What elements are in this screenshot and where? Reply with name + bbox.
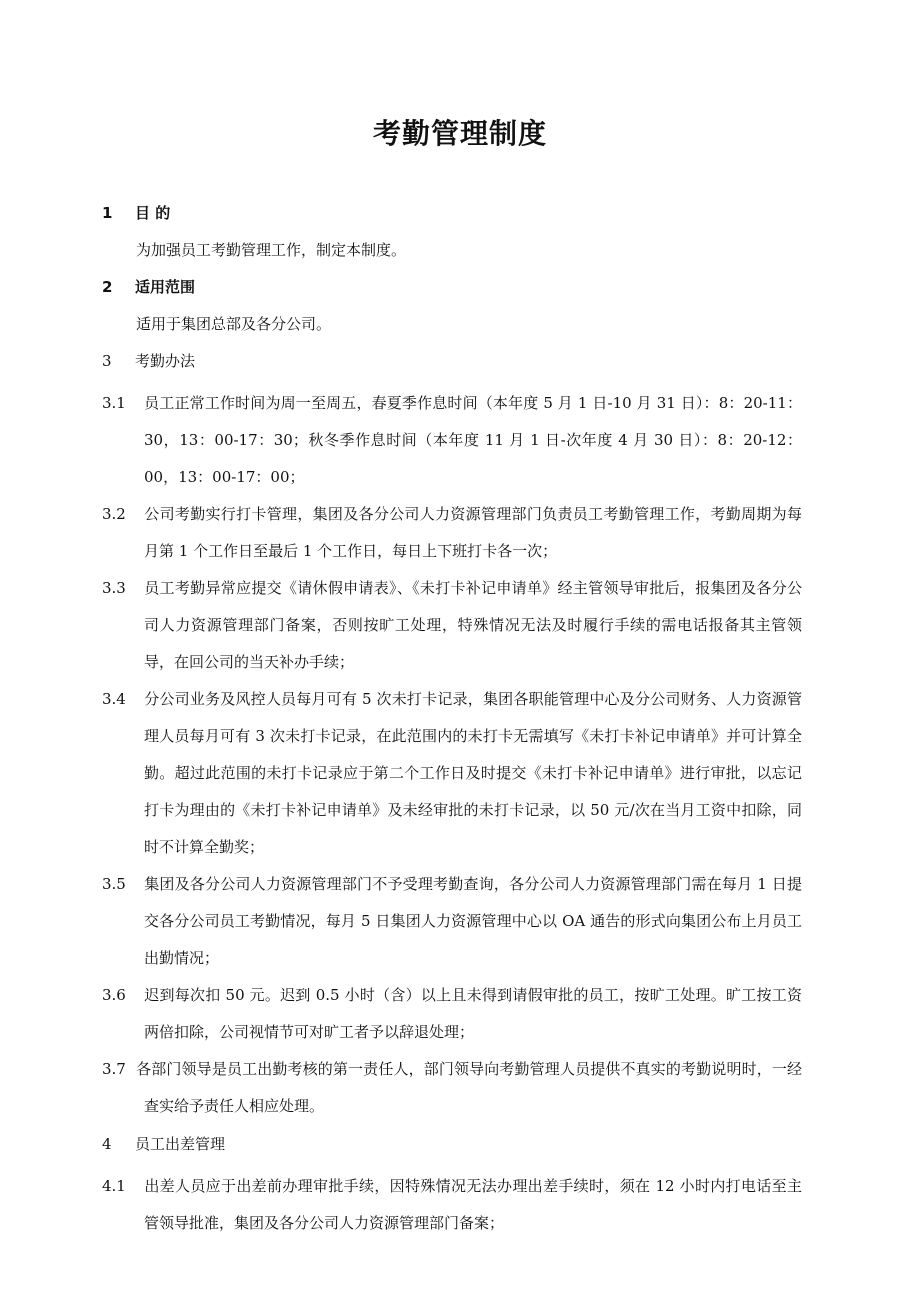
- document-body: [102, 200, 802, 1242]
- section-number: 1: [102, 204, 113, 222]
- clause-text: 出差人员应于出差前办理审批手续，因特殊情况无法办理出差手续时，须在 12 小时内打电话至主管领导批准，集团及各分公司人力资源管理部门备案；: [144, 1177, 802, 1232]
- section-number: 3: [102, 352, 112, 370]
- clause-number: 3.4: [102, 690, 126, 708]
- clause-text: 迟到每次扣 50 元。迟到 0.5 小时（含）以上且未得到请假审批的员工，按旷工处理。旷工按工资两倍扣除，公司视情节可对旷工者予以辞退处理；: [144, 986, 802, 1041]
- clause-number: 3.2: [102, 505, 126, 523]
- clause-text: 各部门领导是员工出勤考核的第一责任人，部门领导向考勤管理人员提供不真实的考勤说明时，一经查实给予责任人相应处理。: [136, 1060, 802, 1115]
- clause-number: 3.7: [102, 1060, 126, 1078]
- section-heading: [102, 200, 802, 226]
- clause-text: 分公司业务及风控人员每月可有 5 次未打卡记录，集团各职能管理中心及分公司财务、人力资源管理人员每月可有 3 次未打卡记录，在此范围内的未打卡无需填写《未打卡补记申请单》并可计算全勤。超过此范围的未打卡记录应于第二个工作日及时提交《未打卡补记申请单》进行审批，以忘记打卡为理由的《未打卡补记申请单》及未经审批的未打卡记录，以 50 元/次在当月工资中扣除，同时不计算全勤奖；: [144, 690, 802, 856]
- clause-number: 3.3: [102, 579, 126, 597]
- clause-text: 公司考勤实行打卡管理，集团及各分公司人力资源管理部门负责员工考勤管理工作，考勤周期为每月第 1 个工作日至最后 1 个工作日，每日上下班打卡各一次；: [144, 505, 802, 560]
- clause: [102, 681, 802, 866]
- section-title: 考勤办法: [135, 352, 196, 370]
- section-number: 4: [102, 1135, 112, 1153]
- section-paragraph: 为加强员工考勤管理工作，制定本制度。: [136, 241, 407, 259]
- clause: [102, 385, 802, 496]
- clause-text: 员工考勤异常应提交《请休假申请表》、《未打卡补记申请单》经主管领导审批后，报集团及各分公司人力资源管理部门备案，否则按旷工处理，特殊情况无法及时履行手续的需电话报备其主管领导，在回公司的当天补办手续；: [144, 579, 802, 671]
- clause: [102, 866, 802, 977]
- clause-number: 3.6: [102, 986, 126, 1004]
- section-title: 适用范围: [135, 278, 196, 296]
- section-heading: [102, 274, 802, 300]
- clause-number: 4.1: [102, 1177, 126, 1195]
- clause-text: 集团及各分公司人力资源管理部门不予受理考勤查询，各分公司人力资源管理部门需在每月 1 日提交各分公司员工考勤情况，每月 5 日集团人力资源管理中心以 OA 通告的形式向集团公布上月员工出勤情况；: [144, 875, 802, 967]
- document-title: 考勤管理制度: [372, 117, 547, 150]
- section-title: 目 的: [135, 204, 171, 222]
- clause: [102, 570, 802, 681]
- section-heading: [102, 348, 802, 374]
- clause-text: 员工正常工作时间为周一至周五，春夏季作息时间（本年度 5 月 1 日-10 月 31 日）：8：20-11：30，13：00-17：30；秋冬季作息时间（本年度 11 月 1 日-次年度 4 月 30 日）：8：20-12：00，13：00-17：00；: [144, 394, 802, 486]
- section-heading: [102, 1131, 802, 1157]
- clause: [102, 496, 802, 570]
- section-number: 2: [102, 278, 113, 296]
- clause: [102, 1168, 802, 1242]
- clause-number: 3.5: [102, 875, 126, 893]
- clause: [102, 977, 802, 1051]
- section-title: 员工出差管理: [135, 1135, 226, 1153]
- section-paragraph: 适用于集团总部及各分公司。: [136, 315, 332, 333]
- clause-number: 3.1: [102, 394, 126, 412]
- clause: [102, 1051, 802, 1125]
